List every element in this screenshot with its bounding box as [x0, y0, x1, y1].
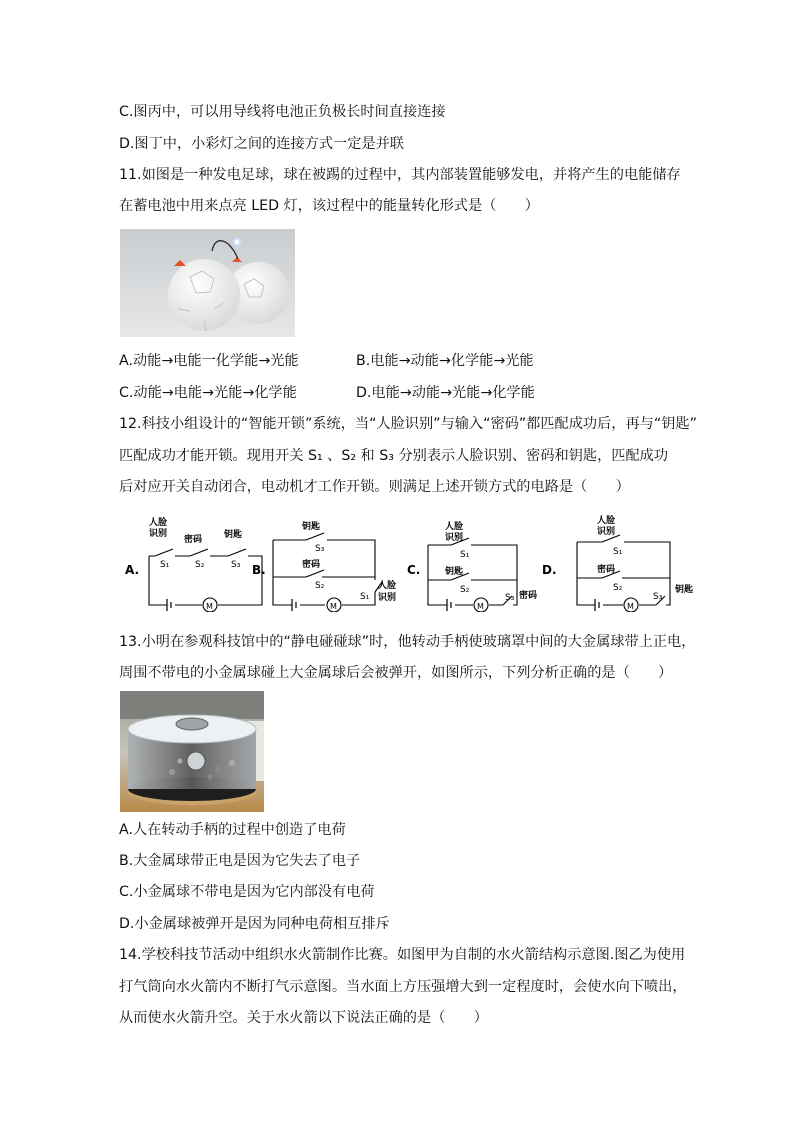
q14-stem-line-2: 打气筒向水火箭内不断打气示意图。当水面上方压强增大到一定程度时，会使水向下喷出， [119, 979, 687, 995]
q11-stem-line-1: 11.如图是一种发电足球，球在被踢的过程中，其内部装置能够发电，并将产生的电能储存 [119, 167, 681, 183]
circuit-c-s2: S₂ [460, 585, 470, 595]
circuit-a-letter: A. [125, 563, 140, 577]
circuit-b-pwd-label: 密码 [302, 560, 321, 570]
circuit-d-s1: S₁ [613, 547, 623, 557]
circuit-d-face-label-1: 人脸 [597, 516, 616, 526]
circuit-d-battery [595, 599, 599, 611]
circuit-b-s3: S₃ [315, 544, 325, 554]
circuit-a-pwd-label: 密码 [184, 535, 203, 545]
circuit-c-face-label-1: 人脸 [445, 522, 464, 532]
q13-option-a: A.人在转动手柄的过程中创造了电荷 [119, 822, 346, 838]
circuit-a-switches [149, 549, 250, 556]
circuit-a-battery [167, 599, 171, 611]
circuit-a-key-label: 钥匙 [224, 530, 243, 540]
q12-stem-line-3: 后对应开关自动闭合，电动机才工作开锁。则满足上述开锁方式的电路是（ ） [119, 479, 630, 495]
circuit-b-s2: S₂ [315, 581, 325, 591]
q10-option-d: D.图丁中，小彩灯之间的连接方式一定是并联 [119, 136, 404, 152]
circuit-d-s2: S₂ [613, 583, 623, 593]
circuit-a-motor-label: M [206, 602, 213, 611]
electrostatic-ball-photo [120, 691, 264, 812]
circuit-b-key-label: 钥匙 [302, 522, 321, 532]
circuit-c-battery [447, 599, 451, 611]
q13-stem-line-2: 周围不带电的小金属球碰上大金属球后会被弹开，如图所示，下列分析正确的是（ ） [119, 665, 673, 681]
circuit-c-key-label: 密码 [519, 591, 538, 601]
q14-stem-line-1: 14.学校科技节活动中组织水火箭制作比赛。如图甲为自制的水火箭结构示意图.图乙为使用 [119, 947, 686, 963]
q12-stem-line-2: 匹配成功才能开锁。现用开关 S₁ 、S₂ 和 S₃ 分别表示人脸识别、密码和钥匙，匹配成功 [119, 448, 669, 464]
q11-option-a: A.动能→电能一化学能→光能 [119, 353, 299, 369]
q11-option-b: B.电能→动能→化学能→光能 [356, 353, 534, 369]
circuit-d-key-label: 钥匙 [675, 585, 694, 595]
circuit-d-pwd-label: 密码 [597, 565, 616, 575]
circuit-d-s3: S₃ [653, 592, 663, 602]
circuit-c-s3: S₃ [505, 593, 515, 603]
circuit-a-s3: S₃ [231, 560, 241, 570]
q11-stem-line-2: 在蓄电池中用来点亮 LED 灯，该过程中的能量转化形式是（ ） [119, 198, 539, 214]
football-generator-photo [120, 229, 295, 337]
circuit-b-face-label-2: 识别 [378, 593, 397, 603]
circuit-diagram-b [250, 512, 410, 612]
q11-option-d: D.电能→动能→光能→化学能 [356, 385, 535, 401]
q13-option-b: B.大金属球带正电是因为它失去了电子 [119, 853, 361, 869]
circuit-c-pwd-label: 钥匙 [445, 567, 464, 577]
circuit-b-face-label-1: 人脸 [378, 581, 397, 591]
circuit-d-letter: D. [542, 563, 557, 577]
circuit-d-motor-label: M [627, 602, 634, 611]
q14-stem-line-3: 从而使水火箭升空。关于水火箭以下说法正确的是（ ） [119, 1010, 488, 1026]
circuit-a-face-label-1: 人脸 [149, 518, 168, 528]
circuit-diagram-c [405, 512, 555, 612]
circuit-diagram-a [120, 512, 270, 612]
circuit-c-wires [428, 545, 517, 605]
q11-option-c: C.动能→电能→光能→化学能 [119, 385, 297, 401]
circuit-b-letter: B. [252, 563, 266, 577]
circuit-c-letter: C. [407, 563, 421, 577]
circuit-c-motor-label: M [477, 602, 484, 611]
q13-stem-line-1: 13.小明在参观科技馆中的“静电碰碰球”时，他转动手柄使玻璃罩中间的大金属球带上正电， [119, 634, 696, 650]
q10-option-c: C.图丙中，可以用导线将电池正负极长时间直接连接 [119, 104, 446, 120]
circuit-diagram-d [540, 512, 700, 612]
circuit-b-s1: S₁ [360, 592, 370, 602]
q13-option-c: C.小金属球不带电是因为它内部没有电荷 [119, 884, 375, 900]
circuit-a-face-label-2: 识别 [149, 529, 168, 539]
q12-stem-line-1: 12.科技小组设计的“智能开锁”系统，当“人脸识别”与输入“密码”都匹配成功后，再与“钥匙” [119, 416, 697, 432]
circuit-c-s1: S₁ [460, 550, 470, 560]
circuit-a-s1: S₁ [160, 560, 170, 570]
circuit-d-face-label-2: 识别 [597, 527, 616, 537]
circuit-b-battery [292, 599, 296, 611]
q13-option-d: D.小金属球被弹开是因为同种电荷相互排斥 [119, 916, 390, 932]
circuit-b-motor-label: M [330, 602, 337, 611]
circuit-c-face-label-2: 识别 [445, 533, 464, 543]
circuit-a-s2: S₂ [195, 560, 205, 570]
